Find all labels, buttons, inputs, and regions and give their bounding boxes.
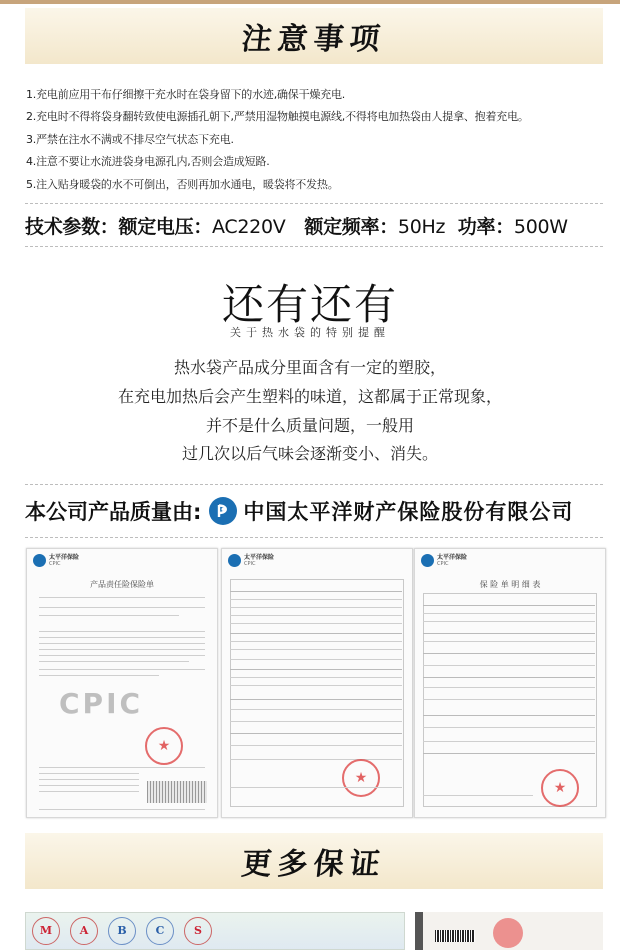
reminder-line: 过几次以后气味会逐渐变小、消失。 — [181, 444, 438, 464]
specs-label: 技术参数： — [25, 216, 119, 238]
red-seal-icon — [493, 918, 523, 948]
doc-title: 保 险 单 明 细 表 — [479, 580, 541, 589]
certification-mark-icon: B — [108, 917, 136, 945]
top-accent-line — [0, 0, 620, 4]
red-seal-icon — [145, 727, 183, 765]
insurance-company-name: 中国太平洋财产保险股份有限公司 — [243, 499, 574, 524]
power-value: 500W — [513, 216, 568, 238]
doc-header — [33, 554, 79, 567]
insurance-document — [414, 548, 606, 818]
certification-marks — [25, 912, 405, 950]
certificate-document — [415, 912, 603, 950]
frequency-value: 50Hz — [397, 216, 446, 238]
notice-list — [26, 84, 611, 196]
quality-guarantee — [25, 494, 573, 528]
power-label: 功率： — [457, 216, 514, 238]
divider-specs — [25, 246, 603, 247]
certification-mark-icon: A — [70, 917, 98, 945]
cpic-watermark: CPIC — [59, 687, 144, 720]
voltage-value: AC220V — [212, 216, 286, 238]
doc-title: 产品责任险保险单 — [90, 580, 154, 589]
certification-mark-icon: C — [146, 917, 174, 945]
reminder-line: 热水袋产品成分里面含有一定的塑胶， — [173, 358, 446, 377]
certification-mark-icon: M — [32, 917, 60, 945]
red-seal-icon — [541, 769, 579, 807]
reminder-line: 在充电加热后会产生塑料的味道，这都属于正常现象， — [117, 386, 502, 406]
notice-item: 5.注入贴身暖袋的水不可倒出，否则再加水通电，暖袋将不发热。 — [26, 177, 339, 191]
doc-brand: 太平洋保险 — [244, 554, 275, 561]
guarantee-title: 更多保证 — [239, 847, 388, 882]
cpic-logo-icon — [228, 554, 241, 567]
cpic-logo-icon — [421, 554, 434, 567]
doc-brand-en: CPIC — [49, 561, 61, 567]
certificates-row — [25, 912, 603, 950]
barcode-strip — [147, 781, 207, 803]
insurance-document — [221, 548, 413, 818]
red-seal-icon — [342, 759, 380, 797]
notice-item: 2.充电时不得将袋身翻转致使电源插孔朝下,严禁用湿物触摸电源线,不得将电加热袋由人提拿、抱着充电。 — [26, 110, 529, 124]
reminder-headline: 还有还有 — [221, 280, 398, 329]
quality-label: 本公司产品质量由: — [25, 500, 202, 524]
doc-brand-en: CPIC — [437, 561, 449, 567]
cpic-logo-icon — [33, 554, 46, 567]
insurance-documents — [26, 548, 604, 818]
reminder-subtitle: 关于热水袋的特别提醒 — [230, 326, 390, 339]
barcode-icon — [435, 930, 475, 942]
divider-quality-top — [25, 484, 603, 485]
notice-banner — [25, 8, 603, 64]
frequency-label: 额定频率： — [304, 216, 398, 238]
notice-title: 注意事项 — [239, 22, 388, 57]
voltage-label: 额定电压： — [118, 216, 213, 238]
notice-item: 3.严禁在注水不满或不排尽空气状态下充电. — [26, 132, 234, 146]
reminder-paragraph — [0, 354, 620, 469]
tech-specs — [25, 212, 610, 239]
divider-quality-bottom — [25, 537, 603, 538]
certification-mark-icon: S — [184, 917, 212, 945]
doc-brand: 太平洋保险 — [49, 554, 80, 561]
notice-item: 4.注意不要让水流进袋身电源孔内,否则会造成短路. — [26, 155, 270, 169]
doc-brand-en: CPIC — [244, 561, 256, 567]
doc-header — [421, 554, 467, 567]
cpic-logo-icon — [209, 497, 237, 525]
guarantee-banner — [25, 833, 603, 889]
reminder-line: 并不是什么质量问题，一般用 — [205, 415, 414, 435]
doc-brand: 太平洋保险 — [437, 554, 468, 561]
divider-top — [25, 203, 603, 204]
insurance-document — [26, 548, 218, 818]
notice-item: 1.充电前应用干布仔细擦干充水时在袋身留下的水迹,确保干燥充电. — [26, 88, 346, 101]
doc-header — [228, 554, 274, 567]
